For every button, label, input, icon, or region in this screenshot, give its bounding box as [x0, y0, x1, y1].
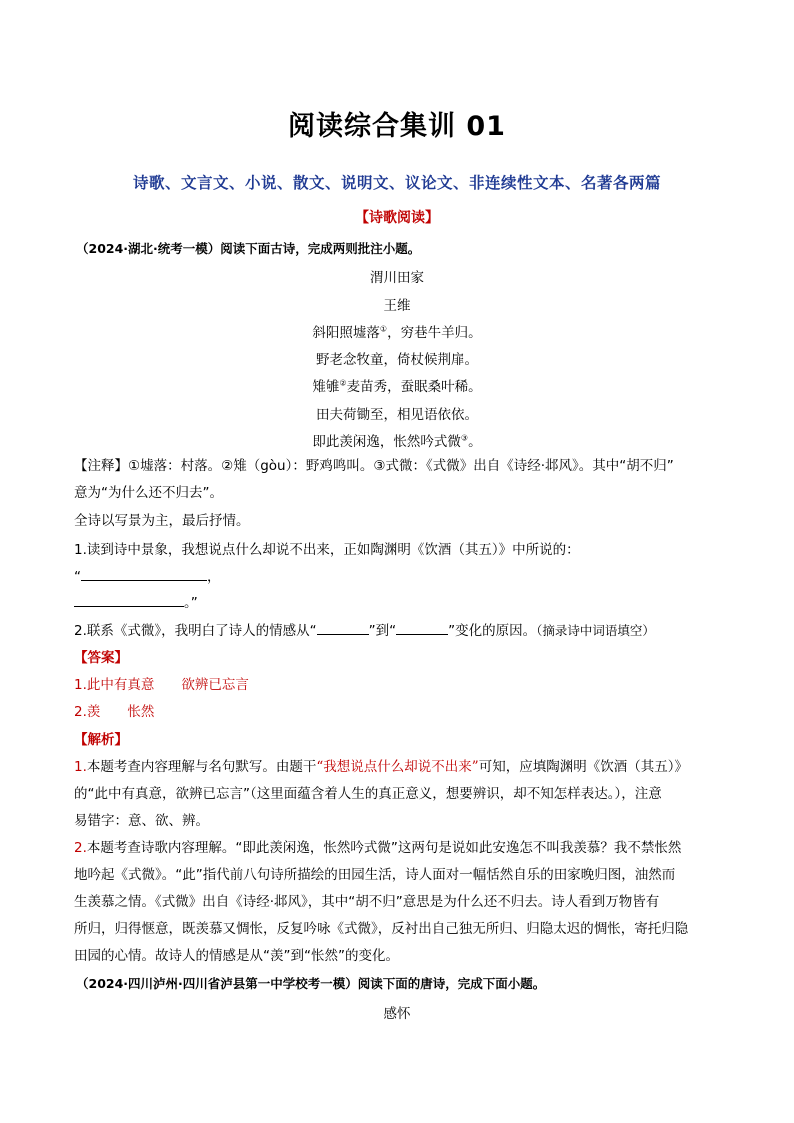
- annotation-note-cont: 意为“为什么还不归去”。: [74, 485, 223, 501]
- poem-line: 田夫荷锄至，相见语依依。: [316, 407, 478, 423]
- question-source-2: （2024·四川泸州·四川省泸县第一中学校考一模）阅读下面的唐诗，完成下面小题。: [76, 976, 546, 991]
- question-source-1: （2024·湖北·统考一模）阅读下面古诗，完成两则批注小题。: [76, 241, 421, 256]
- section-heading: 【诗歌阅读】: [355, 210, 439, 226]
- poem-author: 王维: [383, 298, 411, 314]
- poem-title: 渭川田家: [370, 270, 424, 286]
- analysis-label: 【解析】: [74, 732, 128, 748]
- question-1: 1.读到诗中景象，我想说点什么却说不出来，正如陶渊明《饮酒（其五）》中所说的：: [74, 542, 580, 558]
- poem-line: 野老念牧童，倚杖候荆扉。: [316, 352, 478, 368]
- page-title: 阅读综合集训 01: [288, 111, 506, 142]
- annotation-note: 【注释】①墟落：村落。②雉（gòu）：野鸡鸣叫。③式微：《式微》出自《诗经·邶风》。其中“胡不归”: [74, 458, 674, 474]
- poem-2-title: 感怀: [383, 1006, 411, 1022]
- analysis-1-line: 1.本题考查内容理解与名句默写。由题干“我想说点什么却说不出来”可知，应填陶渊明《饮酒（其五）》: [74, 759, 688, 775]
- analysis-2-line: 所归，归得惬意，既羡慕又惆怅，反复吟咏《式微》，反衬出自己独无所归、归隐太迟的惆怅，寄托归隐: [74, 921, 689, 937]
- question-1-blank-1: “ ，: [74, 564, 724, 591]
- analysis-2-line: 2.本题考查诗歌内容理解。“即此羡闲逸，怅然吟式微”这两句是说如此安逸怎不叫我羡慕？我不禁怅然: [74, 840, 682, 856]
- answer-label: 【答案】: [74, 650, 128, 666]
- poem-line: 即此羡闲逸，怅然吟式微③。: [312, 433, 482, 450]
- analysis-2-line: 地吟起《式微》。“此”指代前八句诗所描绘的田园生活，诗人面对一幅恬然自乐的田家晚归图，油然而: [74, 867, 676, 883]
- analysis-1-line: 易错字：意、欲、辨。: [74, 813, 209, 829]
- analysis-1-line: 的“此中有真意，欲辨已忘言”（这里面蕴含着人生的真正意义，想要辨识，却不知怎样表达。），注意: [74, 786, 662, 802]
- question-2: 2.联系《式微》，我明白了诗人的情感从“ ”到“ ”变化的原因。（摘录诗中词语填空）: [74, 617, 724, 645]
- analysis-2-line: 田园的心情。故诗人的情感是从“羡”到“怅然”的变化。: [74, 948, 399, 964]
- poem-line: 雉雊②麦苗秀，蚕眠桑叶稀。: [312, 378, 482, 395]
- poem-line: 斜阳照墟落①，穷巷牛羊归。: [312, 324, 482, 341]
- question-1-blank-2: 。”: [74, 590, 724, 617]
- answer-1: 1.此中有真意 欲辨已忘言: [74, 677, 249, 693]
- poem-summary: 全诗以写景为主，最后抒情。: [74, 513, 250, 529]
- page-subtitle: 诗歌、文言文、小说、散文、说明文、议论文、非连续性文本、名著各两篇: [132, 173, 661, 192]
- answer-2: 2.羡 怅然: [74, 704, 155, 720]
- analysis-2-line: 生羡慕之情。《式微》出自《诗经·邶风》，其中“胡不归”意思是为什么还不归去。诗人看到万物皆有: [74, 894, 660, 910]
